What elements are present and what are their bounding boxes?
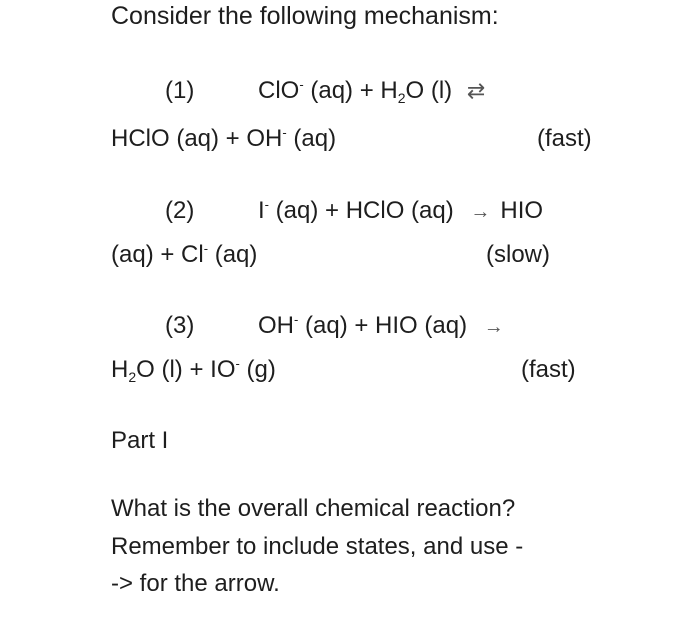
step-2-products: (aq) + Cl- (aq) bbox=[111, 241, 258, 268]
part-label: Part I bbox=[111, 427, 169, 454]
question-line-2: Remember to include states, and use - bbox=[111, 533, 524, 560]
step-3-number: (3) bbox=[165, 312, 195, 339]
step-1-number: (1) bbox=[165, 77, 195, 104]
right-arrow-icon: → bbox=[483, 316, 504, 338]
step-3-rate: (fast) bbox=[521, 356, 576, 383]
step-1-rate: (fast) bbox=[537, 125, 592, 152]
heading: Consider the following mechanism: bbox=[111, 2, 499, 30]
step-1-products: HClO (aq) + OH- (aq) bbox=[111, 125, 337, 152]
question-line-3: -> for the arrow. bbox=[111, 570, 280, 597]
question-line-1: What is the overall chemical reaction? bbox=[111, 495, 516, 522]
step-3-products: $H_2O$ (l) + IO- (g) bbox=[111, 356, 276, 385]
step-2-rate: (slow) bbox=[486, 241, 550, 268]
step-2-number: (2) bbox=[165, 197, 195, 224]
right-arrow-icon: → bbox=[470, 201, 491, 223]
step-3-reactants: OH- (aq) + HIO (aq) → bbox=[258, 312, 504, 339]
step-2-reactants: I- (aq) + HClO (aq) → HIO bbox=[258, 197, 544, 224]
equilibrium-arrow-icon: ⇄ bbox=[466, 78, 486, 103]
step-1-reactants: ClO- $(aq) + H_2O$ (l) ⇄ bbox=[258, 77, 486, 106]
